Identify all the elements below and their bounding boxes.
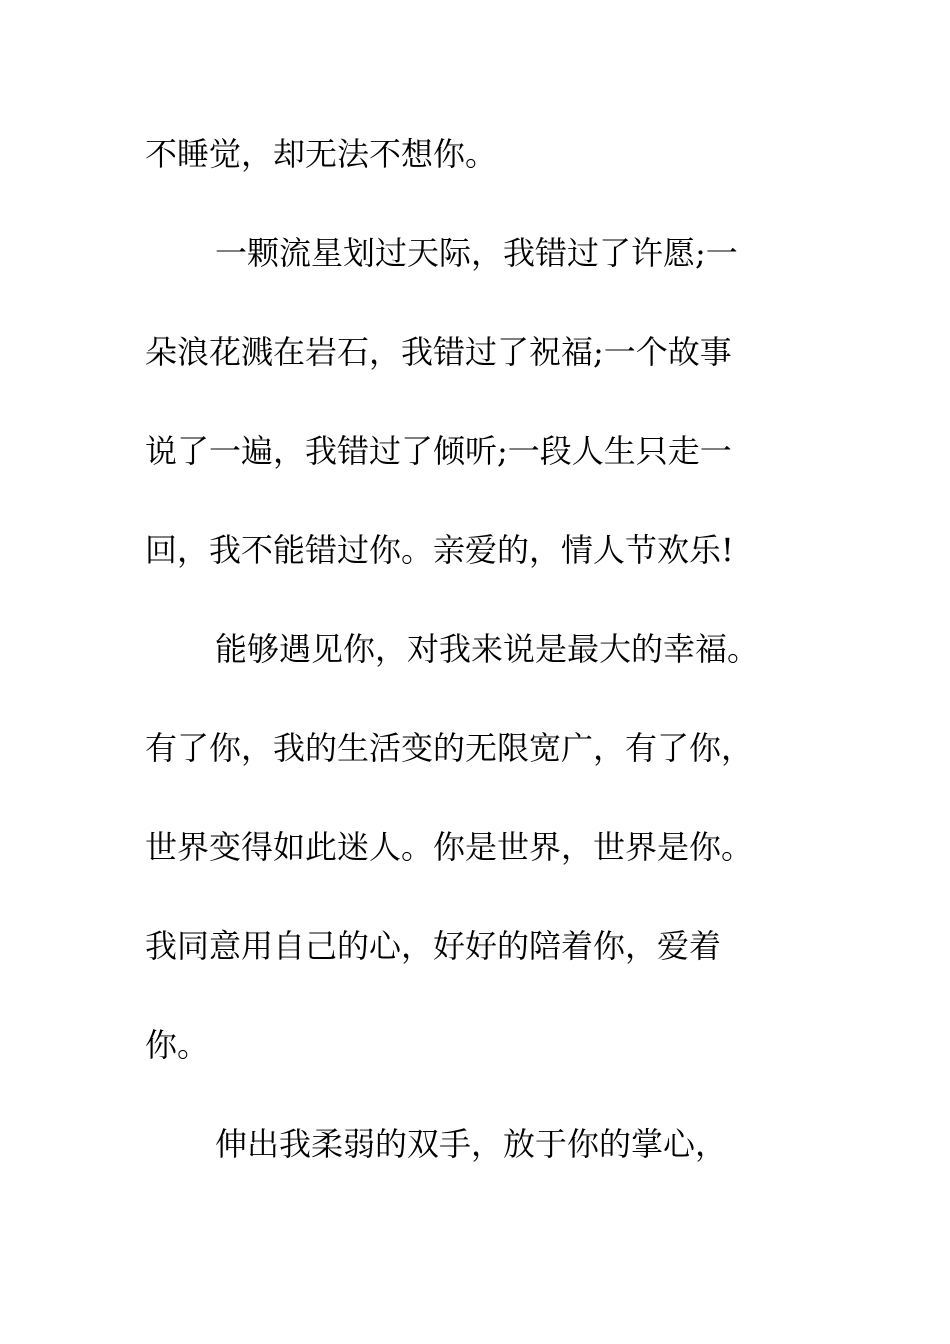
text-line: 回，我不能错过你。亲爱的，情人节欢乐! — [145, 531, 734, 569]
text-line: 你。 — [145, 1026, 210, 1064]
paragraph-start-line: 一颗流星划过天际，我错过了许愿;一 — [215, 234, 738, 272]
text-line: 说了一遍，我错过了倾听;一段人生只走一 — [145, 432, 732, 470]
text-line: 我同意用自己的心，好好的陪着你，爱着 — [145, 927, 722, 965]
paragraph-start-line: 伸出我柔弱的双手，放于你的掌心， — [215, 1125, 728, 1163]
text-line: 朵浪花溅在岩石，我错过了祝福;一个故事 — [145, 333, 732, 371]
paragraph-start-line: 能够遇见你，对我来说是最大的幸福。 — [215, 630, 760, 668]
text-line: 世界变得如此迷人。你是世界，世界是你。 — [145, 828, 754, 866]
document-body — [145, 124, 805, 1213]
text-line: 有了你，我的生活变的无限宽广，有了你， — [145, 729, 754, 767]
text-line: 不睡觉，却无法不想你。 — [145, 135, 498, 173]
